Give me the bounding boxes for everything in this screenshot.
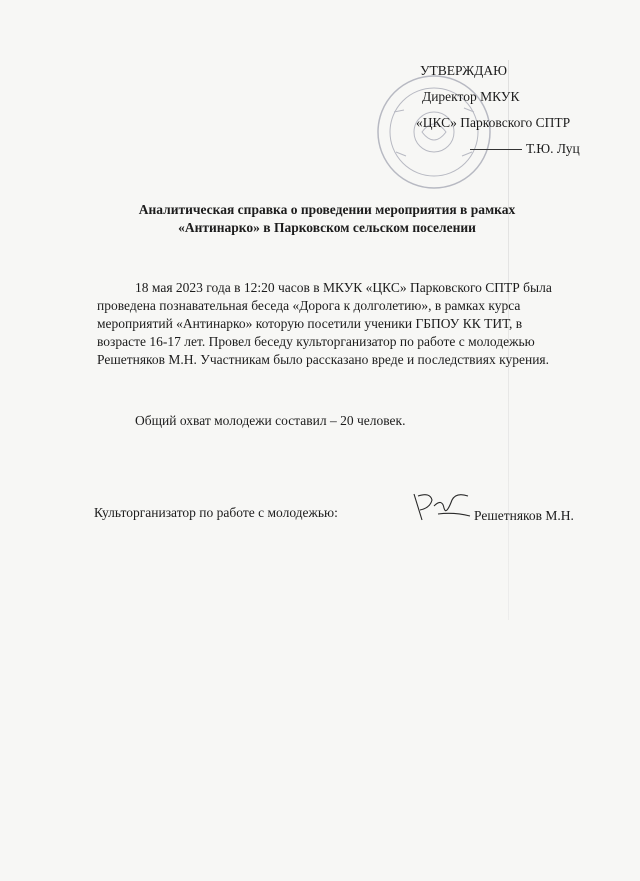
approval-signature-row bbox=[414, 136, 580, 162]
body-paragraph-1: 18 мая 2023 года в 12:20 часов в МКУК «ЦКС» Парковского СПТР была проведена познавательная беседа «Дорога к долголетию», в рамках курса мероприятий «Антинарко» которую посетили ученики ГБПОУ КК ТИТ, в возрасте 16-17 лет. Провел беседу культорганизатор по работе с молодежью Решетняков М.Н. Участникам было рассказано вреде и последствиях курения. bbox=[97, 280, 552, 367]
document-body bbox=[97, 279, 567, 369]
footer-name: Решетняков М.Н. bbox=[474, 508, 574, 523]
signature-line bbox=[470, 149, 522, 150]
approval-position: Директор МКУК bbox=[422, 89, 520, 104]
approval-heading: УТВЕРЖДАЮ bbox=[420, 63, 508, 78]
approval-block bbox=[414, 58, 580, 162]
handwritten-signature bbox=[408, 486, 474, 526]
title-line-2: «Антинарко» в Парковском сельском поселении bbox=[178, 220, 476, 235]
approval-organization: «ЦКС» Парковского СПТР bbox=[416, 115, 571, 130]
footer-role: Культорганизатор по работе с молодежью: bbox=[94, 505, 338, 520]
approval-signatory: Т.Ю. Луц bbox=[526, 141, 580, 156]
body-paragraph-2: Общий охват молодежи составил – 20 человек. bbox=[135, 413, 406, 428]
title-line-1: Аналитическая справка о проведении мероприятия в рамках bbox=[138, 202, 516, 217]
document-title bbox=[92, 201, 562, 237]
